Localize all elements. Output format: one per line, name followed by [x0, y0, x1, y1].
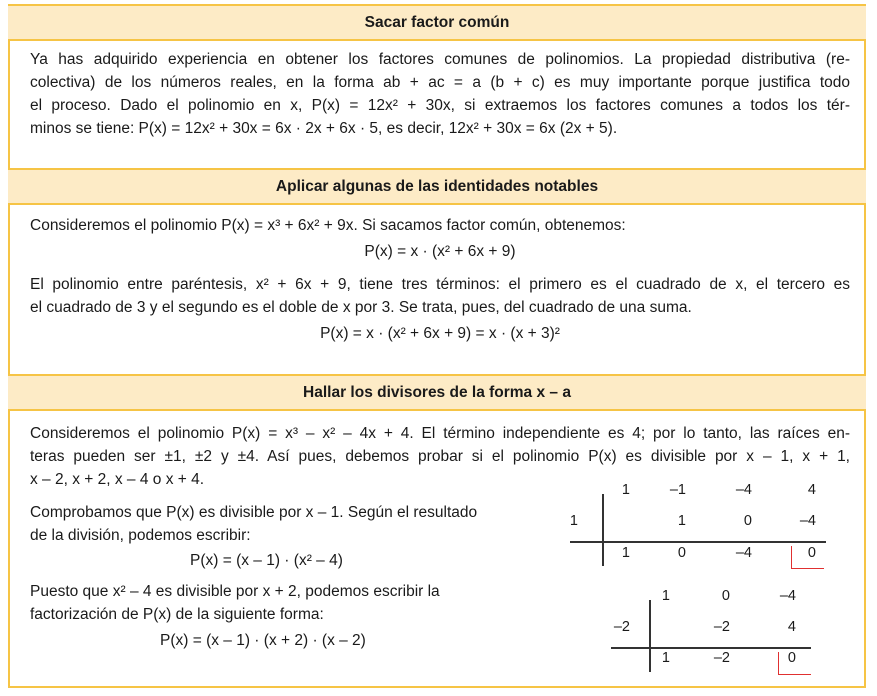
remainder-mark — [791, 546, 824, 569]
section-title-identidades: Aplicar algunas de las identidades notables — [8, 168, 866, 205]
product: 1 — [677, 513, 686, 529]
product: –4 — [799, 513, 816, 529]
formula: P(x) = x · (x² + 6x + 9) — [364, 243, 516, 260]
text-line: Consideremos el polinomio P(x) = x³ – x² – 4x + 4. El término independiente es 4; por lo tanto, las raíces en- — [30, 425, 850, 442]
result: 1 — [621, 545, 630, 561]
result: –4 — [735, 545, 752, 561]
text-line: Comprobamos que P(x) es divisible por x – 1. Según el resultado — [30, 504, 478, 521]
coefficient: 0 — [721, 588, 730, 604]
result: 0 — [677, 545, 686, 561]
result: 1 — [661, 650, 670, 666]
coefficient: 1 — [661, 588, 670, 604]
remainder: 0 — [787, 650, 796, 666]
formula: P(x) = (x – 1) · (x² – 4) — [190, 552, 343, 569]
section-title-factor-comun: Sacar factor común — [8, 4, 866, 41]
coefficient: 1 — [621, 482, 630, 498]
formula: P(x) = x · (x² + 6x + 9) = x · (x + 3)² — [320, 325, 560, 342]
text-line: Consideremos el polinomio P(x) = x³ + 6x² + 9x. Si sacamos factor común, obtenemos: — [30, 217, 626, 234]
coefficient: –4 — [779, 588, 796, 604]
divisor: –2 — [613, 619, 630, 635]
ruffini-divider — [602, 494, 604, 566]
text-line: x – 2, x + 2, x – 4 o x + 4. — [30, 471, 205, 488]
formula: P(x) = (x – 1) · (x + 2) · (x – 2) — [160, 632, 366, 649]
text-line: el cuadrado de 3 y el segundo es el doble de x por 3. Se trata, pues, del cuadrado de una suma. — [30, 299, 692, 316]
result: –2 — [713, 650, 730, 666]
text-line: Puesto que x² – 4 es divisible por x + 2, podemos escribir la — [30, 583, 440, 600]
product: 0 — [743, 513, 752, 529]
remainder-mark — [778, 652, 811, 675]
text-line: teras pueden ser ±1, ±2 y ±4. Así pues, debemos probar si el polinomio P(x) es divisible por x – 1, x + 1, — [30, 448, 850, 465]
text-line: minos se tiene: P(x) = 12x² + 30x = 6x · 2x + 6x · 5, es decir, 12x² + 30x = 6x (2x + 5). — [30, 120, 618, 137]
divisor: 1 — [569, 513, 578, 529]
ruffini-divider — [649, 600, 651, 672]
text-line: factorización de P(x) de la siguiente forma: — [30, 606, 324, 623]
text-line: el proceso. Dado el polinomio en x, P(x) = 12x² + 30x, si extraemos los factores comunes a todos los tér- — [30, 97, 850, 114]
text-line: colectiva) de los números reales, en la forma ab + ac = a (b + c) es muy importante porque justifica todo — [30, 74, 850, 91]
section-title-divisores: Hallar los divisores de la forma x – a — [8, 374, 866, 411]
ruffini-divider — [570, 541, 826, 543]
coefficient: 4 — [807, 482, 816, 498]
text-line: El polinomio entre paréntesis, x² + 6x + 9, tiene tres términos: el primero es el cuadrado de x, el tercero es — [30, 276, 850, 293]
ruffini-divider — [611, 647, 811, 649]
coefficient: –1 — [669, 482, 686, 498]
product: –2 — [713, 619, 730, 635]
product: 4 — [787, 619, 796, 635]
coefficient: –4 — [735, 482, 752, 498]
text-line: Ya has adquirido experiencia en obtener los factores comunes de polinomios. La propiedad distributiva (re- — [30, 51, 850, 68]
remainder: 0 — [807, 545, 816, 561]
text-line: de la división, podemos escribir: — [30, 527, 251, 544]
